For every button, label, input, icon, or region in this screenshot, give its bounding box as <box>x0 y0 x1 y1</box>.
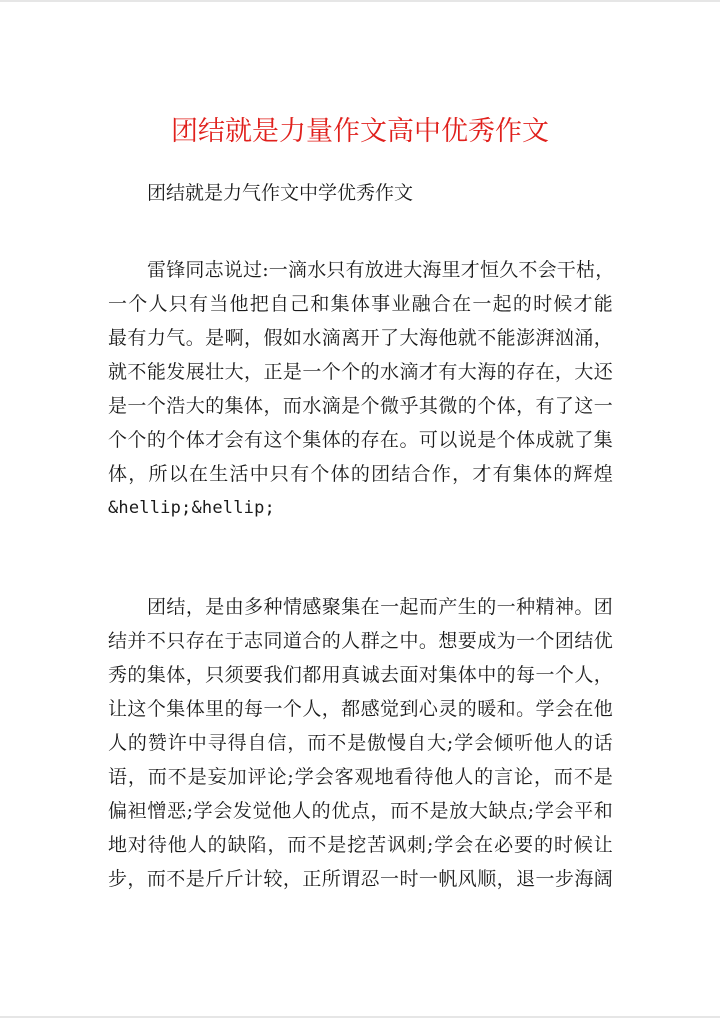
paragraph-line: &hellip;&hellip; <box>108 498 275 518</box>
paragraph-line: 是一个浩大的集体，而水滴是个微乎其微的个体，有了这一 <box>108 395 613 417</box>
paragraph-line: 雷锋同志说过:一滴水只有放进大海里才恒久不会干枯， <box>147 259 615 281</box>
paragraph-line: 语，而不是妄加评论;学会客观地看待他人的言论，而不是 <box>108 766 613 788</box>
paragraph-line: 秀的集体，只须要我们都用真诚去面对集体中的每一个人， <box>108 664 613 686</box>
paragraph-line: 人的赞许中寻得自信，而不是傲慢自大;学会倾听他人的话 <box>108 732 613 754</box>
page-top-border <box>0 0 720 2</box>
paragraph-line: 让这个集体里的每一个人，都感觉到心灵的暖和。学会在他 <box>108 698 613 720</box>
paragraph-line: 个个的个体才会有这个集体的存在。可以说是个体成就了集 <box>108 429 613 451</box>
paragraph-line: 一个人只有当他把自己和集体事业融合在一起的时候才能 <box>108 293 613 315</box>
paragraph-line: 团结，是由多种情感聚集在一起而产生的一种精神。团 <box>147 596 613 618</box>
paragraph-line: 体，所以在生活中只有个体的团结合作，才有集体的辉煌 <box>108 463 613 485</box>
paragraph-line: 步，而不是斤斤计较，正所谓忍一时一帆风顺，退一步海阔 <box>108 868 613 890</box>
paragraph-line: 最有力气。是啊，假如水滴离开了大海他就不能澎湃汹涌， <box>108 327 613 349</box>
paragraph-line: 就不能发展壮大，正是一个个的水滴才有大海的存在，大还 <box>108 361 613 383</box>
paragraph-line: 地对待他人的缺陷，而不是挖苦讽刺;学会在必要的时候让 <box>108 834 613 856</box>
paragraph-line: 偏袒憎恶;学会发觉他人的优点，而不是放大缺点;学会平和 <box>108 800 613 822</box>
paragraph-1 <box>108 253 613 525</box>
document-subtitle: 团结就是力气作文中学优秀作文 <box>147 182 414 204</box>
document-title: 团结就是力量作文高中优秀作文 <box>171 116 549 147</box>
paragraph-line: 结并不只存在于志同道合的人群之中。想要成为一个团结优 <box>108 630 613 652</box>
paragraph-2 <box>108 590 613 896</box>
